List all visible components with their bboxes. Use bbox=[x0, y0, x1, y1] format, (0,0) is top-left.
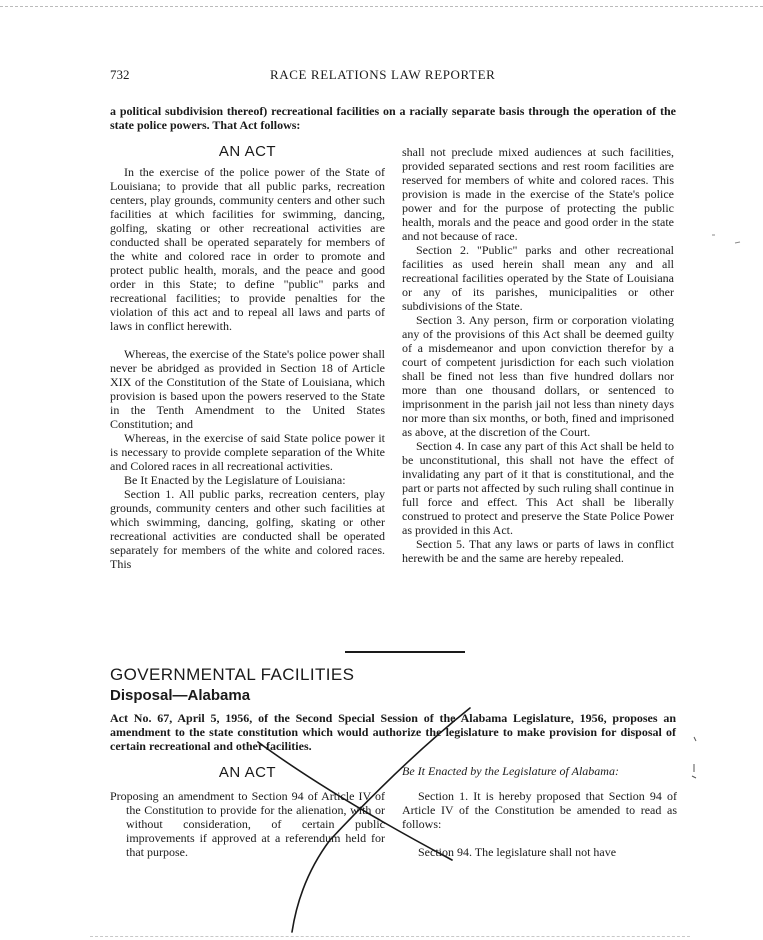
act1-section-4: Section 4. In case any part of this Act shall be held to be unconstitutional, this shall not have the effect of invalidating any part of it that is constitutional, and the part or parts not affected by such ruling shall continue in full force and effect. This Act shall be liberally construed to protect and preserve the State Police Power as provided in this Act. bbox=[402, 439, 674, 537]
act1-section-1: Section 1. All public parks, recreation centers, play grounds, community centers and other such facilities at which swimming, dancing, golfing, skating or other recreational activities are conducted shall be operated separately for members of the white and colored races. This bbox=[110, 487, 385, 571]
strike-stroke-main bbox=[258, 742, 452, 860]
act67-section-94: Section 94. The legislature shall not have bbox=[418, 845, 617, 859]
act1-whereas-1: Whereas, the exercise of the State's police power shall never be abridged as provided in Section 18 of Article XIX of the Constitution of the State of Louisiana, which provision is based upon the powers reserved to the State in the Tenth Amendment to the United States Constitution; and bbox=[110, 347, 385, 431]
strike-stroke-cross bbox=[330, 708, 470, 840]
intro-paragraph: a political subdivision thereof) recreational facilities on a racially separate basis through the operation of the state police powers. That Act follows: bbox=[110, 104, 676, 132]
page-bottom-edge bbox=[90, 936, 690, 937]
act1-section-1-cont: shall not preclude mixed audiences at such facilities, provided separated sections and rest room facilities are reserved for members of white and colored races. This provision is made in the exercise of the State's police power and for the purpose of protecting the public health, morals and the peace and good order in the state and not because of race. bbox=[402, 145, 674, 243]
act1-enacting-clause: Be It Enacted by the Legislature of Louisiana: bbox=[124, 473, 346, 487]
subsection-title: Disposal—Alabama bbox=[110, 687, 251, 704]
act67-heading: AN ACT bbox=[218, 764, 277, 781]
page-number: 732 bbox=[110, 67, 130, 82]
act1-section-3: Section 3. Any person, firm or corporation violating any of the provisions of this Act shall be deemed guilty of a misdemeanor and upon conviction therefor by a court of competent jurisdiction for each such violation shall be fined not less than five hundred dollars nor more than one thousand dollars, or sentenced to imprisonment in the parish jail not less than ninety days nor more than six months, or both, fined and imprisoned as above, at the discretion of the Court. bbox=[402, 313, 674, 439]
strike-stroke-tail bbox=[292, 840, 330, 932]
act1-title-paragraph: In the exercise of the police power of the State of Louisiana; to provide that all public parks, recreation centers, play grounds, community centers and other such facilities at which facilities for swimming, dancing, golfing, skating or other recreational activities are conducted shall be operated separately for members of the white and colored race in order to promote and protect public health, morals, and the peace and good order in this State; to define "public" parks and recreational facilities; to provide penalties for the violation of this act and to repeal all laws and parts of laws in conflict herewith. bbox=[110, 165, 385, 333]
act67-section-1: Section 1. It is hereby proposed that Section 94 of Article IV of the Constitution be amended to read as follows: bbox=[402, 789, 677, 831]
act1-heading: AN ACT bbox=[218, 143, 277, 160]
act67-intro: Act No. 67, April 5, 1956, of the Second Special Session of the Alabama Legislature, 1956, proposes an amendment to the state constitution which would authorize the legislature to make provision for disposal of certain recreational and other facilities. bbox=[110, 711, 676, 753]
margin-tick-3 bbox=[712, 235, 740, 243]
margin-tick-1 bbox=[694, 737, 696, 741]
margin-tick-2 bbox=[692, 764, 696, 778]
running-title: RACE RELATIONS LAW REPORTER bbox=[270, 67, 496, 82]
section-title: GOVERNMENTAL FACILITIES bbox=[110, 665, 355, 684]
act67-enacting-clause: Be It Enacted by the Legislature of Alabama: bbox=[402, 764, 619, 778]
act1-section-2: Section 2. "Public" parks and other recreational facilities as used herein shall mean any and all recreational facilities operated by the State of Louisiana or any of its parishes, municipalities or other subdivisions of the State. bbox=[402, 243, 674, 313]
act1-section-5: Section 5. That any laws or parts of laws in conflict herewith be and the same are hereby repealed. bbox=[402, 537, 674, 565]
act1-whereas-2: Whereas, in the exercise of said State police power it is necessary to provide complete separation of the White and Colored races in all recreational activities. bbox=[110, 431, 385, 473]
act67-title-paragraph: Proposing an amendment to Section 94 of Article IV of the Constitution to provide for the alienation, with or without consideration, of certain public improvements if approved at a referendum held for that purpose. bbox=[110, 789, 385, 859]
